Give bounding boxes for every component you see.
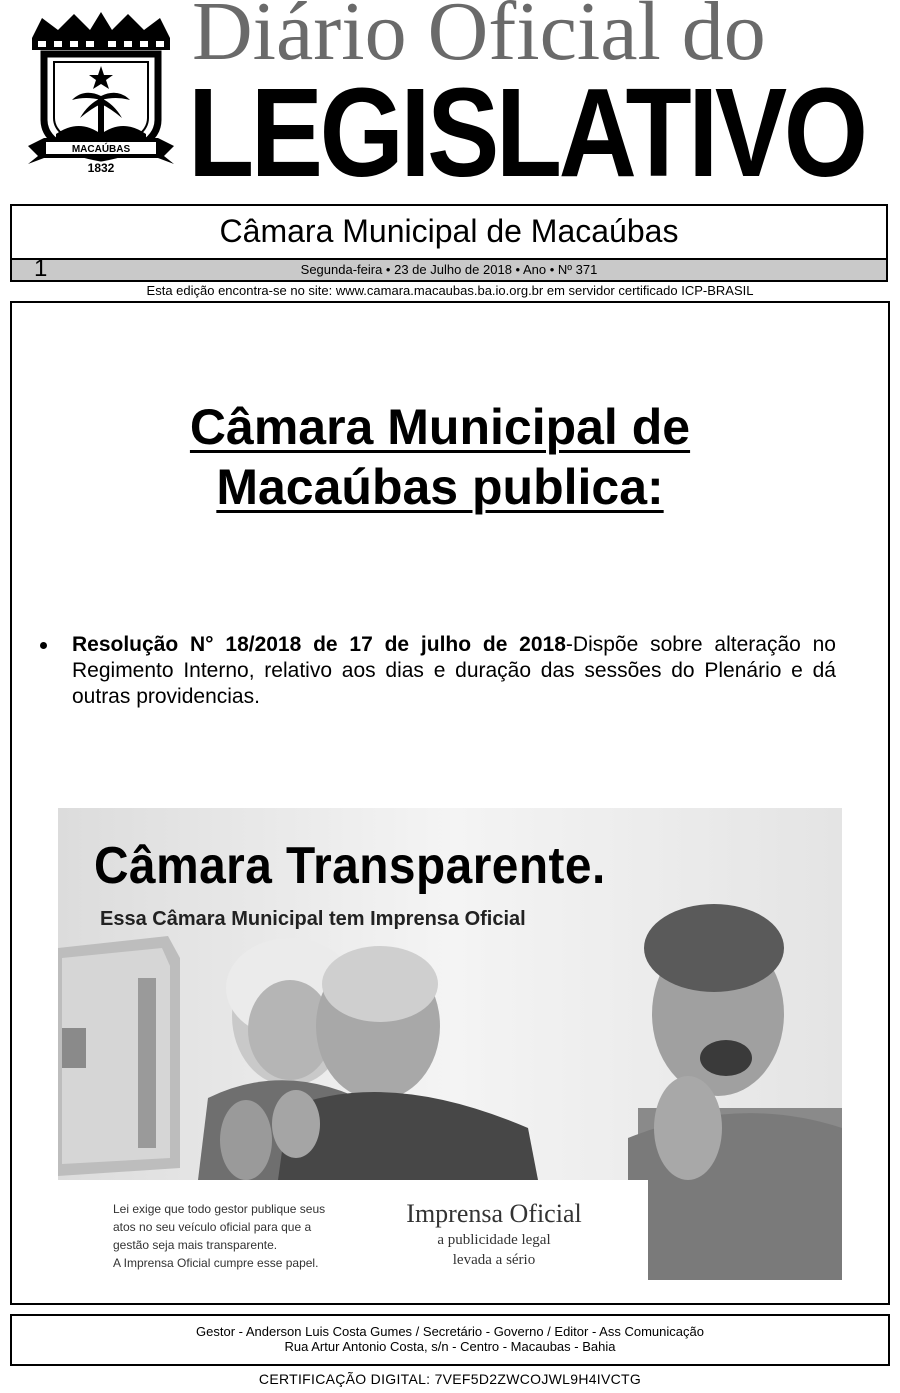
svg-text:MACAÚBAS: MACAÚBAS (71, 144, 131, 155)
edition-line: Segunda-feira • 23 de Julho de 2018 • Ano • Nº 371 (300, 262, 598, 277)
page-number: 1 (34, 255, 48, 282)
headline-line-1: Câmara Municipal de (189, 399, 691, 455)
svg-text:1832: 1832 (87, 161, 115, 175)
banner-tagline-line-1: a publicidade legal (437, 1232, 551, 1248)
site-line: Esta edição encontra-se no site: www.camara.macaubas.ba.io.org.br em servidor certificado ICP-BRASIL (146, 283, 754, 298)
banner-title: Câmara Transparente. (94, 837, 606, 895)
banner-tagline (394, 1230, 594, 1270)
digital-certification: CERTIFICAÇÃO DIGITAL: 7VEF5D2ZWCOJWL9H4IVCTG (258, 1371, 642, 1387)
banner-brand: Imprensa Oficial (406, 1199, 582, 1228)
municipal-crest-logo (24, 8, 178, 176)
resolution-description: -Dispõe sobre alteração no Regimento Interno, relativo aos dias e duração das sessões do Plenário e dá outras providencias. (72, 633, 836, 708)
masthead-title-top: Diário Oficial do (192, 0, 766, 78)
footer-address: Rua Artur Antonio Costa, s/n - Centro - Macaubas - Bahia (284, 1339, 616, 1354)
banner-law-line-1: Lei exige que todo gestor publique seus (113, 1202, 326, 1216)
masthead-title-main: LEGISLATIVO (188, 62, 865, 203)
footer-credits: Gestor - Anderson Luis Costa Gumes / Secretário - Governo / Editor - Ass Comunicação (196, 1324, 704, 1339)
headline-line-2: Macaúbas publica: (216, 459, 664, 515)
banner-law-line-3: gestão seja mais transparente. (113, 1238, 278, 1252)
banner-law-line-2: atos no seu veículo oficial para que a (113, 1220, 312, 1234)
banner-tagline-line-2: levada a sério (452, 1252, 536, 1268)
page-headline (60, 397, 820, 517)
banner-law-text (113, 1200, 373, 1272)
banner-subtitle: Essa Câmara Municipal tem Imprensa Oficial (100, 908, 526, 930)
list-item (72, 632, 836, 710)
institution-name: Câmara Municipal de Macaúbas (219, 213, 679, 249)
resolution-title: Resolução N° 18/2018 de 17 de julho de 2018 (72, 633, 566, 656)
bullet-icon (40, 642, 47, 649)
banner-law-line-4: A Imprensa Oficial cumpre esse papel. (113, 1256, 319, 1270)
